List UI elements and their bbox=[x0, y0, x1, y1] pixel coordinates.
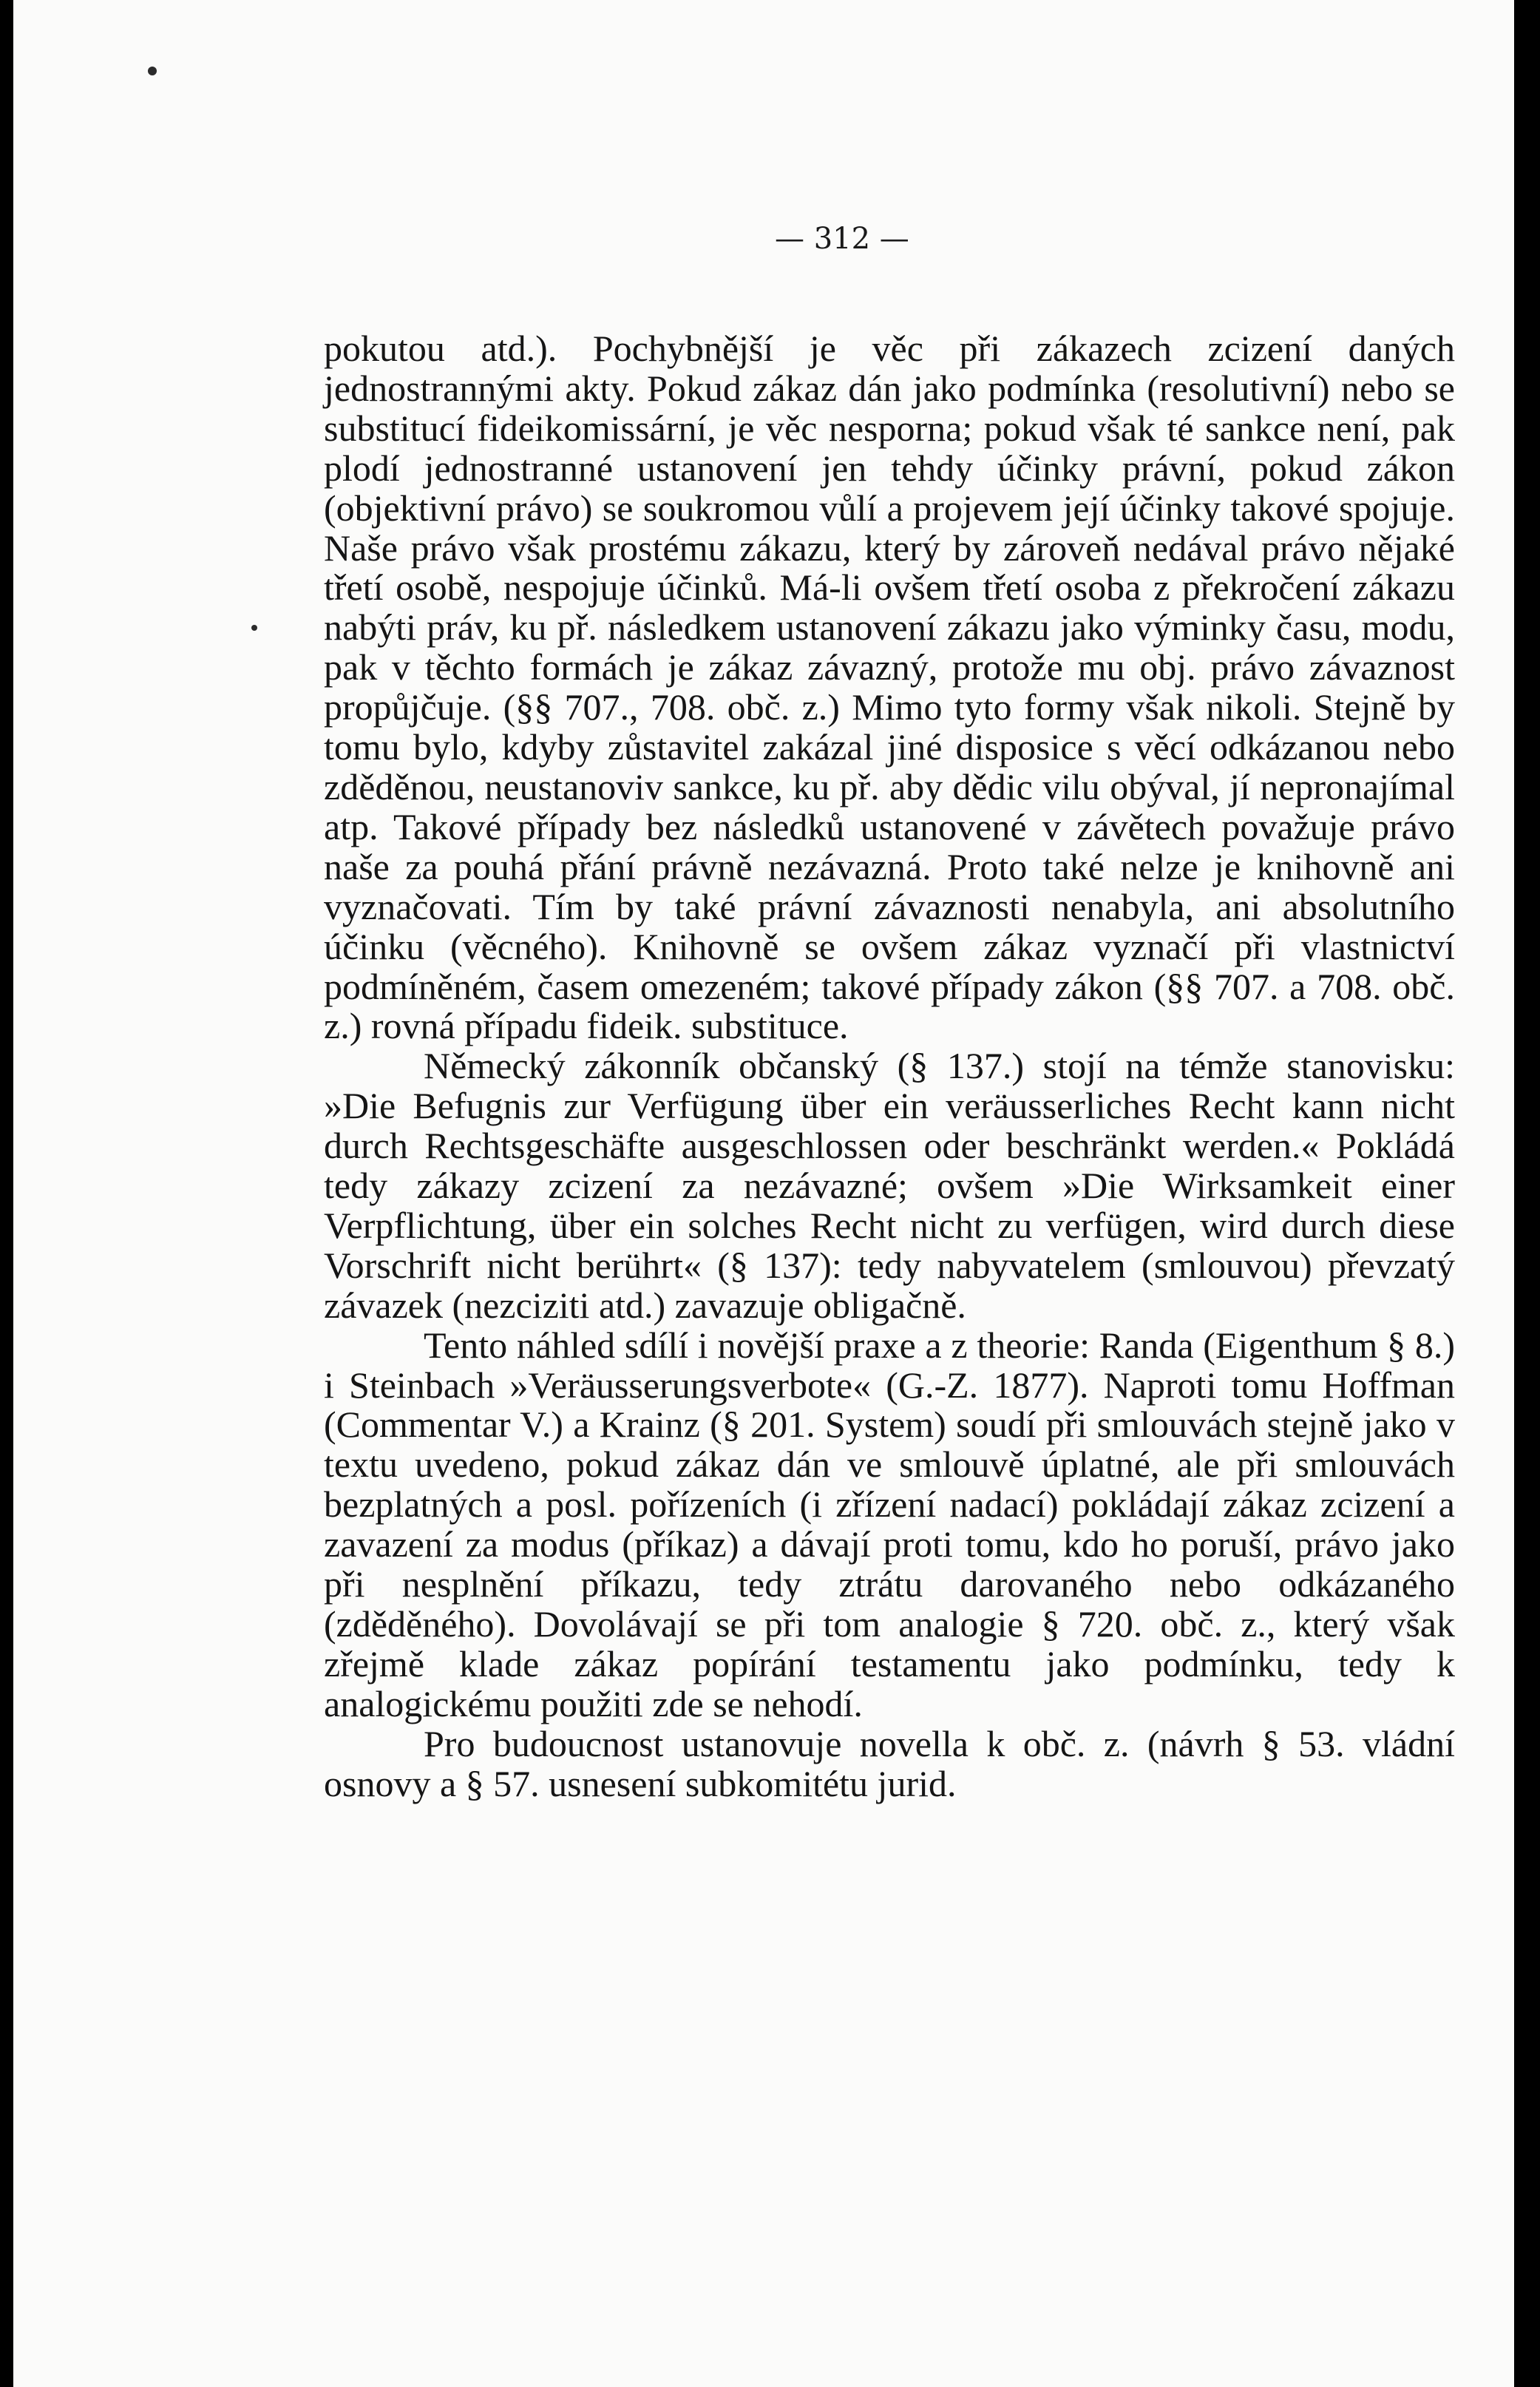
paragraph: Pro budoucnost ustanovuje novella k obč. z. (návrh § 53. vládní osnovy a § 57. usnesení subkomitétu jurid. bbox=[324, 1722, 1455, 1804]
page-number: — 312 — bbox=[775, 222, 909, 256]
paragraph: pokutou atd.). Pochybnější je věc při zákazech zcizení daných jednostrannými akty. Pokud zákaz dán jako podmínka (resolutivní) nebo se substitucí fideikomissární, je věc nesporna; pokud však té sankce není, pak plodí jednostranné ustanovení jen tehdy účinky právní, pokud zákon (objektivní právo) se soukromou vůlí a projevem její účinky takové spojuje. Naše právo však prostému zákazu, který by zároveň nedával právo nějaké třetí osobě, nespojuje účinků. Má-li ovšem třetí osoba z překročení zákazu nabýti práv, ku př. následkem ustanovení zákazu jako výminky času, modu, pak v těchto formách je zákaz závazný, protože mu obj. právo závaznost propůjčuje. (§§ 707., 708. obč. z.) Mimo tyto formy však nikoli. Stejně by tomu bylo, kdyby zůstavitel zakázal jiné disposice s věcí odkázanou nebo zděděnou, neustanoviv sankce, ku př. aby dědic vilu obýval, jí nepronajímal atp. Takové případy bez následků ustanovené v závětech považuje právo naše za pouhá přání právně nezávazná. Proto také nelze je knihovně ani vyznačovati. Tím by také právní závaznosti nenabyla, ani absolutního účinku (věcného). Knihovně se ovšem zákaz vyznačí při vlastnictví podmíněném, časem omezeném; takové případy zákon (§§ 707. a 708. obč. z.) rovná případu fideik. substituce. bbox=[324, 328, 1455, 1047]
paragraph: Tento náhled sdílí i novější praxe a z theorie: Randa (Eigenthum § 8.) i Steinbach »Veräusserungsverbote« (G.-Z. 1877). Naproti tomu Hoffman (Commentar V.) a Krainz (§ 201. System) soudí při smlouvách stejně jako v textu uvedeno, pokud zákaz dán ve smlouvě úplatné, ale při smlouvách bezplatných a posl. pořízeních (i zřízení nadací) pokládají zákaz zcizení a zavazení za modus (příkaz) a dávají proti tomu, kdo ho poruší, právo jako při nesplnění příkazu, tedy ztrátu darovaného nebo odkázaného (zděděného). Dovolávají se při tom analogie § 720. obč. z., který však zřejmě klade zákaz popírání testamentu jako podmínku, tedy k analogickému použiti zde se nehodí. bbox=[324, 1324, 1455, 1724]
ink-speck-margin bbox=[251, 625, 257, 631]
paragraph: Německý zákonník občanský (§ 137.) stojí na témže stanovisku: »Die Befugnis zur Verfügung über ein veräusserliches Recht kann nicht durch Rechtsgeschäfte ausgeschlossen oder beschränkt werden.« Pokládá tedy zákazy zcizení za nezávazné; ovšem »Die Wirksamkeit einer Verpflichtung, über ein solches Recht nicht zu verfügen, wird durch diese Vorschrift nicht berührt« (§ 137): tedy nabyvatelem (smlouvou) převzatý závazek (nezciziti atd.) zavazuje obligačně. bbox=[324, 1045, 1455, 1326]
book-page bbox=[13, 0, 1514, 2387]
ink-speck-top bbox=[148, 67, 157, 75]
body-text bbox=[324, 329, 1455, 1804]
